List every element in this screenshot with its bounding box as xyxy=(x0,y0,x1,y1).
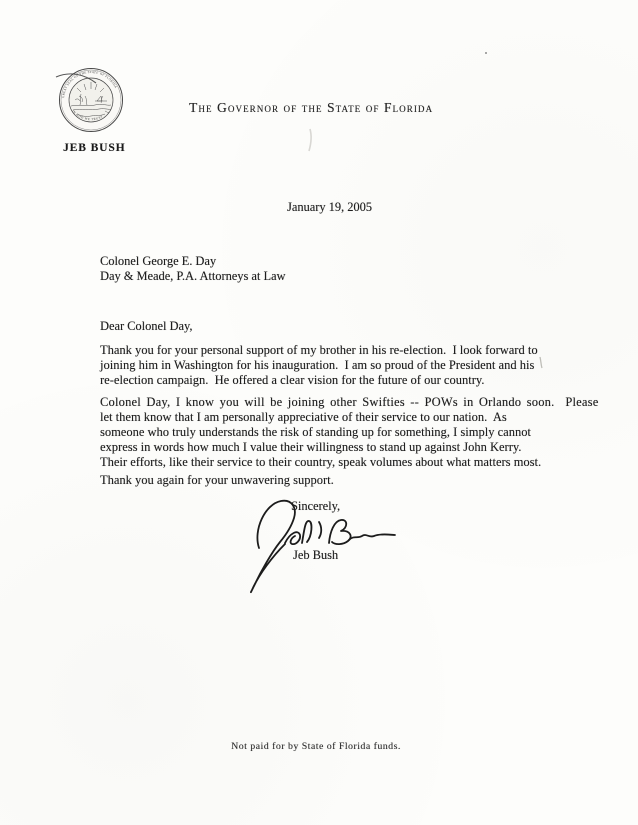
footer-disclaimer: Not paid for by State of Florida funds. xyxy=(231,741,401,752)
typed-signature-name: Jeb Bush xyxy=(293,548,339,562)
florida-state-seal-icon xyxy=(57,66,125,134)
body-line: Thank you again for your unwavering support. xyxy=(100,473,334,487)
signature-stroke-j-loop xyxy=(251,501,295,592)
body-line: Their efforts, like their service to their country, speak volumes about what matters most. xyxy=(100,455,542,469)
signature-jeb-bush xyxy=(245,496,405,596)
recipient-block xyxy=(100,254,285,284)
body-line: someone who truly understands the risk of standing up for something, I simply cannot xyxy=(100,425,531,439)
body-line: joining him in Washington for his inauguration. I am so proud of the President and his xyxy=(100,358,535,372)
signature-stroke-apostrophe xyxy=(319,522,321,538)
paragraph-1 xyxy=(100,343,538,388)
recipient-name: Colonel George E. Day xyxy=(100,254,217,268)
body-line: Thank you for your personal support of my brother in his re-election. I look forward to xyxy=(100,343,538,357)
body-line: Colonel Day, I know you will be joining other Swifties -- POWs in Orlando soon. Please xyxy=(100,395,599,409)
letterhead-governor-name: JEB BUSH xyxy=(63,142,126,154)
valediction: Sincerely, xyxy=(291,499,341,513)
signature-stroke-eb xyxy=(285,521,311,544)
seal-ring-text-bottom: IN GOD WE TRUST xyxy=(71,109,104,122)
letterhead-title: The Governor of the State of Florida xyxy=(189,100,434,115)
recipient-firm: Day & Meade, P.A. Attorneys at Law xyxy=(100,269,286,283)
smudge-artifact xyxy=(309,129,311,151)
paragraph-2 xyxy=(100,395,599,470)
speck-artifact xyxy=(485,52,487,54)
signature-stroke-b-capital xyxy=(329,520,351,544)
body-line: let them know that I am personally appreciative of their service to our nation. As xyxy=(100,410,507,424)
body-line: re-election campaign. He offered a clear vision for the future of our country. xyxy=(100,373,485,387)
signature-stroke-ush-tail xyxy=(349,534,395,540)
salutation: Dear Colonel Day, xyxy=(100,319,193,333)
body-line: express in words how much I value their willingness to stand up against John Kerry. xyxy=(100,440,522,454)
paragraph-3 xyxy=(100,473,334,488)
date-line: January 19, 2005 xyxy=(287,200,372,214)
seal-ring-text-top: GREAT SEAL OF THE STATE OF FLORIDA xyxy=(61,69,119,99)
smudge-artifact xyxy=(540,357,542,368)
